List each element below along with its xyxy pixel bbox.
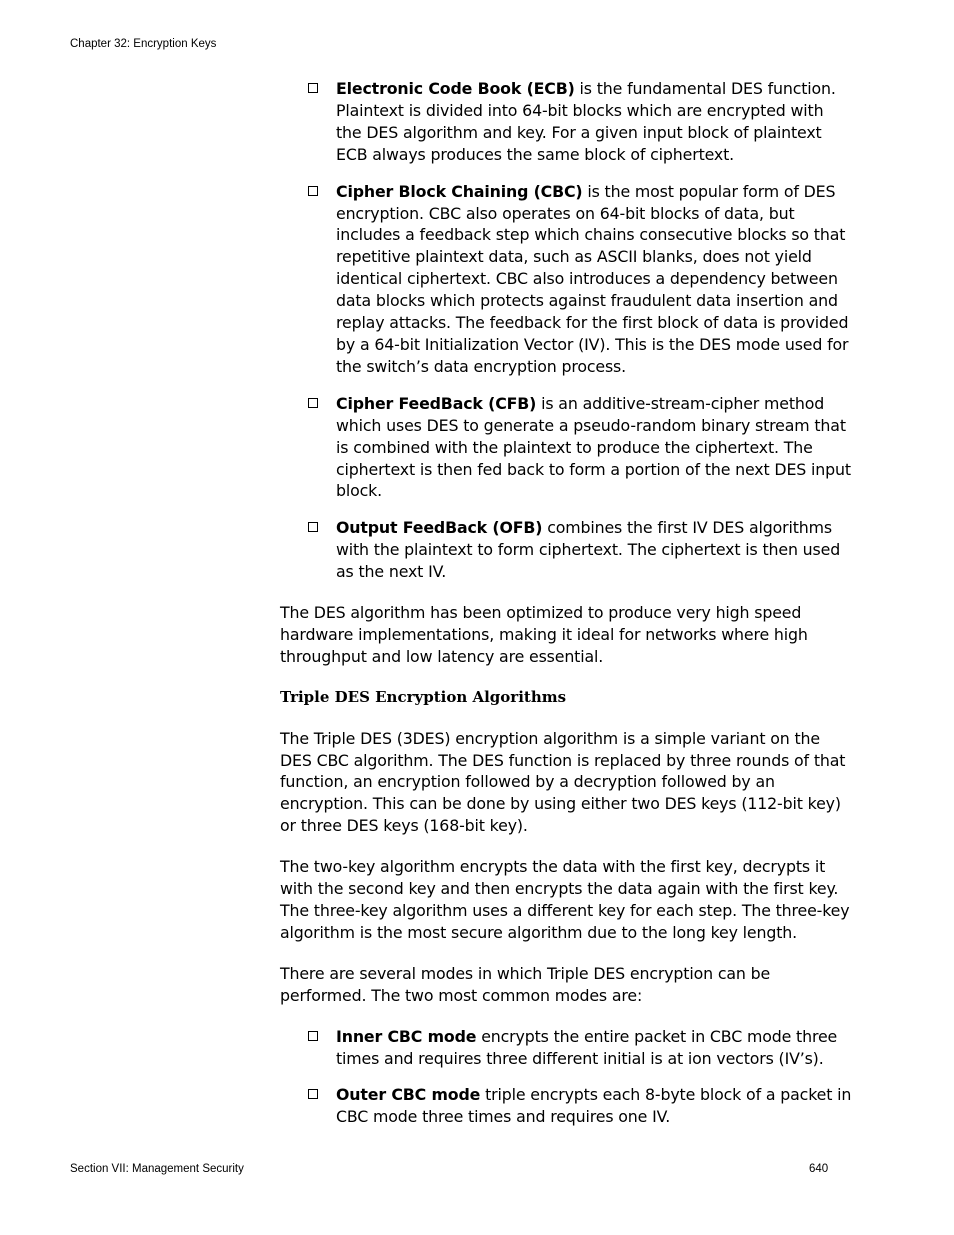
page-number: 640 (809, 1163, 829, 1175)
checkbox-bullet-icon (308, 186, 318, 196)
tdes-modes-list (280, 1026, 852, 1129)
term-inner-cbc: Inner CBC mode (336, 1026, 477, 1046)
desc-cfb: is an additive-stream-cipher method which uses DES to generate a pseudo-random binary stream that is combined with the plaintext to produce the ciphertext. The ciphertext is then fed back to form a portion of the next DES input block. (336, 393, 851, 501)
paragraph-modes-intro: There are several modes in which Triple DES encryption can be performed. The two most common modes are: (280, 963, 771, 1005)
list-item-cfb (280, 393, 852, 503)
des-modes-list (280, 78, 852, 583)
term-ofb: Output FeedBack (OFB) (336, 518, 543, 538)
paragraph-des-summary: The DES algorithm has been optimized to produce very high speed hardware implementations, making it ideal for networks where high throughput and low latency are essential. (280, 603, 808, 666)
checkbox-bullet-icon (308, 522, 318, 532)
term-cbc: Cipher Block Chaining (CBC) (336, 181, 583, 201)
term-ecb: Electronic Code Book (ECB) (336, 79, 575, 98)
checkbox-bullet-icon (308, 1089, 318, 1099)
footer-section: Section VII: Management Security (70, 1163, 244, 1175)
desc-cbc: is the most popular form of DES encryption. CBC also operates on 64-bit blocks of data, but includes a feedback step which chains consecutive blocks so that repetitive plaintext data, such as ASCII blanks, does not yield identical ciphertext. CBC also introduces a dependency between data blocks which protects against fraudulent data insertion and replay attacks. The feedback for the first block of data is provided by a 64-bit Initialization Vector (IV). This is the DES mode used for the switch’s data encryption process. (336, 181, 849, 376)
paragraph-3des-intro: The Triple DES (3DES) encryption algorithm is a simple variant on the DES CBC algorithm. The DES function is replaced by three rounds of that function, an encryption followed by a decryption followed by an encryption. This can be done by using either two DES keys (112-bit key) or three DES keys (168-bit key). (280, 728, 846, 836)
checkbox-bullet-icon (308, 1031, 318, 1041)
checkbox-bullet-icon (308, 83, 318, 93)
section-heading: Triple DES Encryption Algorithms (280, 687, 567, 706)
list-item-inner-cbc (280, 1026, 852, 1070)
checkbox-bullet-icon (308, 398, 318, 408)
paragraph-key-algorithms: The two-key algorithm encrypts the data with the first key, decrypts it with the second key and then encrypts the data again with the first key. The three-key algorithm uses a different key for each step. The three-key algorithm is the most secure algorithm due to the long key length. (280, 857, 850, 942)
term-cfb: Cipher FeedBack (CFB) (336, 393, 537, 413)
desc-inner-cbc: encrypts the entire packet in CBC mode three times and requires three different initial is at ion vectors (IV’s). (336, 1026, 838, 1068)
running-head: Chapter 32: Encryption Keys (70, 38, 217, 50)
list-item-cbc (280, 181, 852, 378)
desc-ofb: combines the first IV DES algorithms with the plaintext to form ciphertext. The ciphertext is then used as the next IV. (336, 518, 841, 582)
list-item-outer-cbc (280, 1084, 852, 1128)
term-outer-cbc: Outer CBC mode (336, 1085, 481, 1105)
desc-ecb: is the fundamental DES function. Plaintext is divided into 64-bit blocks which are encrypted with the DES algorithm and key. For a given input block of plaintext ECB always produces the same block of ciphertext. (336, 79, 836, 164)
body-column (280, 78, 852, 1143)
list-item-ofb (280, 517, 852, 583)
desc-outer-cbc: triple encrypts each 8-byte block of a packet in CBC mode three times and requires one IV. (336, 1085, 852, 1127)
list-item-ecb (280, 78, 852, 166)
